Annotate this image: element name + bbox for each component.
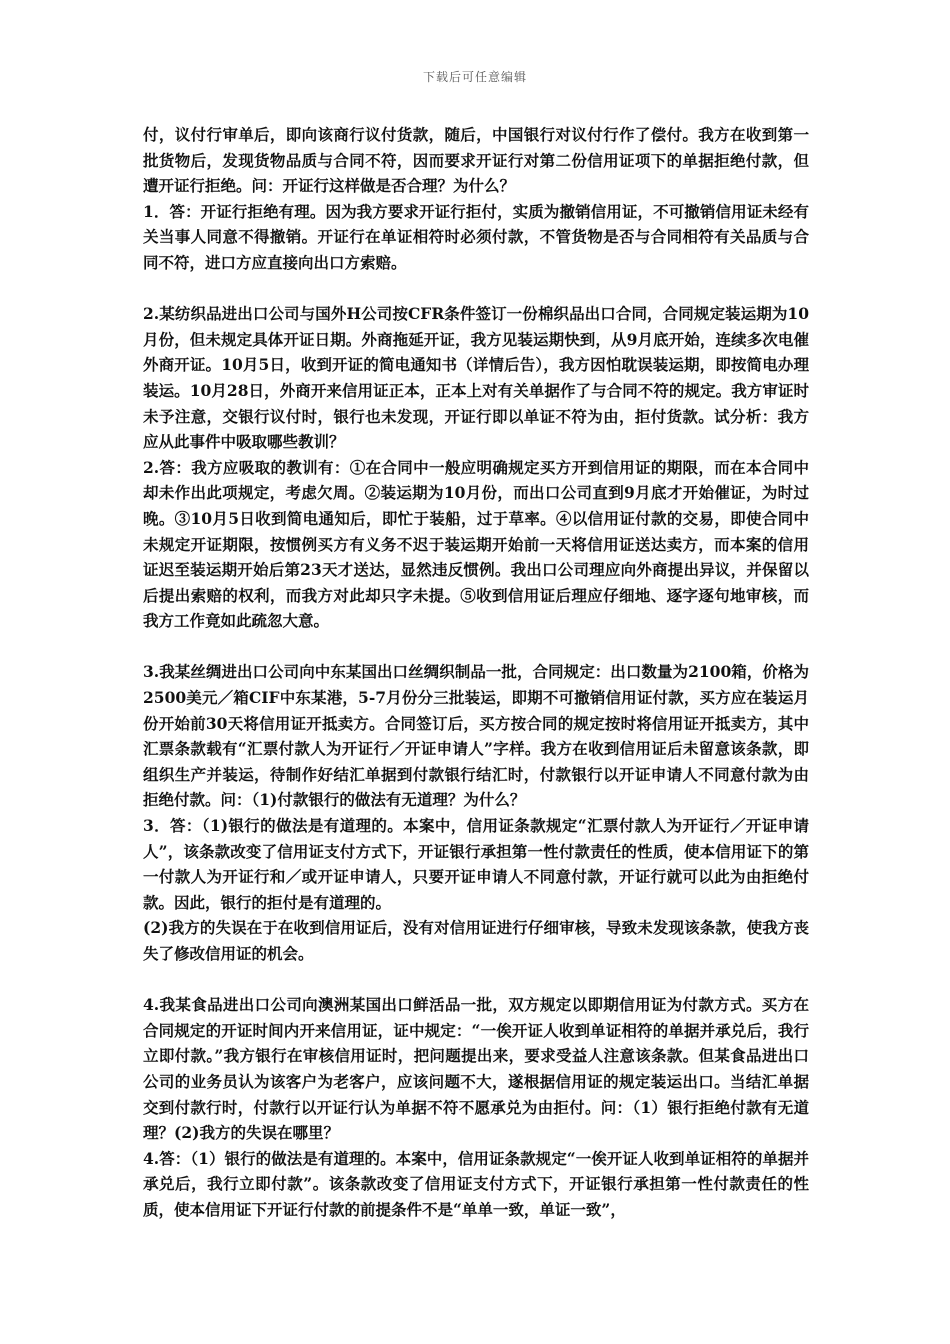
paragraph-answer-3-part1: 3．答：（1)银行的做法是有道理的。本案中，信用证条款规定“汇票付款人为开证行／开证申请人”，该条款改变了信用证支付方式下，开证银行承担第一性付款责任的性质，使本信用证下的第一付款人为开证行和／或开证申请人，只要开证申请人不同意付款，开证行就可以此为由拒绝付款。因此，银行的拒付是有道理的。: [143, 816, 809, 912]
paragraph-spacer: [143, 634, 809, 660]
document-body: [143, 122, 809, 1223]
paragraph-answer-4: 4.答：（1）银行的做法是有道理的。本案中，信用证条款规定“一俟开证人收到单证相符的单据并承兑后，我行立即付款”。该条款改变了信用证支付方式下，开证银行承担第一性付款责任的性质，使本信用证下开证行付款的前提条件不是“单单一致，单证一致”，: [143, 1148, 809, 1219]
paragraph-answer-1: 1．答：开证行拒绝有理。因为我方要求开证行拒付，实质为撤销信用证，不可撤销信用证未经有关当事人同意不得撤销。开证行在单证相符时必须付款，不管货物是否与合同相符有关品质与合同不符，进口方应直接向出口方索赔。: [143, 201, 809, 272]
paragraph-spacer: [143, 276, 809, 302]
paragraph-spacer: [143, 967, 809, 993]
paragraph-answer-3-part2: (2)我方的失误在于在收到信用证后，没有对信用证进行仔细审核，导致未发现该条款，使我方丧失了修改信用证的机会。: [143, 918, 809, 963]
paragraph-case1-continuation: 付，议付行审单后，即向该商行议付货款，随后，中国银行对议付行作了偿付。我方在收到第一批货物后，发现货物品质与合同不符，因而要求开证行对第二份信用证项下的单据拒绝付款，但遭开证行拒绝。问：开证行这样做是否合理？为什么？: [143, 125, 809, 196]
paragraph-case-2: 2.某纺织品进出口公司与国外H公司按CFR条件签订一份棉织品出口合同，合同规定装运期为10月份，但未规定具体开证日期。外商拖延开证，我方见装运期快到，从9月底开始，连续多次电催外商开证。10月5日，收到开证的简电通知书（详情后告），我方因怕耽误装运期，即按简电办理装运。10月28日，外商开来信用证正本，正本上对有关单据作了与合同不符的规定。我方审证时未予注意，交银行议付时，银行也未发现，开证行即以单证不符为由，拒付货款。试分析：我方应从此事件中吸取哪些教训？: [143, 304, 809, 452]
paragraph-answer-2: 2.答：我方应吸取的教训有：①在合同中一般应明确规定买方开到信用证的期限，而在本合同中却未作出此项规定，考虑欠周。②装运期为10月份，而出口公司直到9月底才开始催证，为时过晚。③10月5日收到简电通知后，即忙于装船，过于草率。④以信用证付款的交易，即使合同中未规定开证期限，按惯例买方有义务不迟于装运期开始前一天将信用证送达卖方，而本案的信用证迟至装运期开始后第23天才送达，显然违反惯例。我出口公司理应向外商提出异议，并保留以后提出索赔的权利，而我方对此却只字未提。⑤收到信用证后理应仔细地、逐字逐句地审核，而我方工作竟如此疏忽大意。: [143, 457, 809, 631]
page-header: 下载后可任意编辑: [422, 70, 527, 84]
paragraph-case-4: 4.我某食品进出口公司向澳洲某国出口鲜活品一批，双方规定以即期信用证为付款方式。买方在合同规定的开证时间内开来信用证，证中规定：“一俟开证人收到单证相符的单据并承兑后，我行立即付款。”我方银行在审核信用证时，把问题提出来，要求受益人注意该条款。但某食品进出口公司的业务员认为该客户为老客户，应该问题不大，遂根据信用证的规定装运出口。当结汇单据交到付款行时，付款行以开证行认为单据不符不愿承兑为由拒付。问：（1）银行拒绝付款有无道理？(2)我方的失误在哪里？: [143, 995, 809, 1143]
paragraph-case-3: 3.我某丝绸进出口公司向中东某国出口丝绸织制品一批，合同规定：出口数量为2100箱，价格为2500美元／箱CIF中东某港，5-7月份分三批装运，即期不可撤销信用证付款，买方应在装运月份开始前30天将信用证开抵卖方。合同签订后，买方按合同的规定按时将信用证开抵卖方，其中汇票条款载有“汇票付款人为开证行／开证申请人”字样。我方在收到信用证后未留意该条款，即组织生产并装运，待制作好结汇单据到付款银行结汇时，付款银行以开证申请人不同意付款为由拒绝付款。问：（1)付款银行的做法有无道理？为什么？: [143, 662, 809, 810]
